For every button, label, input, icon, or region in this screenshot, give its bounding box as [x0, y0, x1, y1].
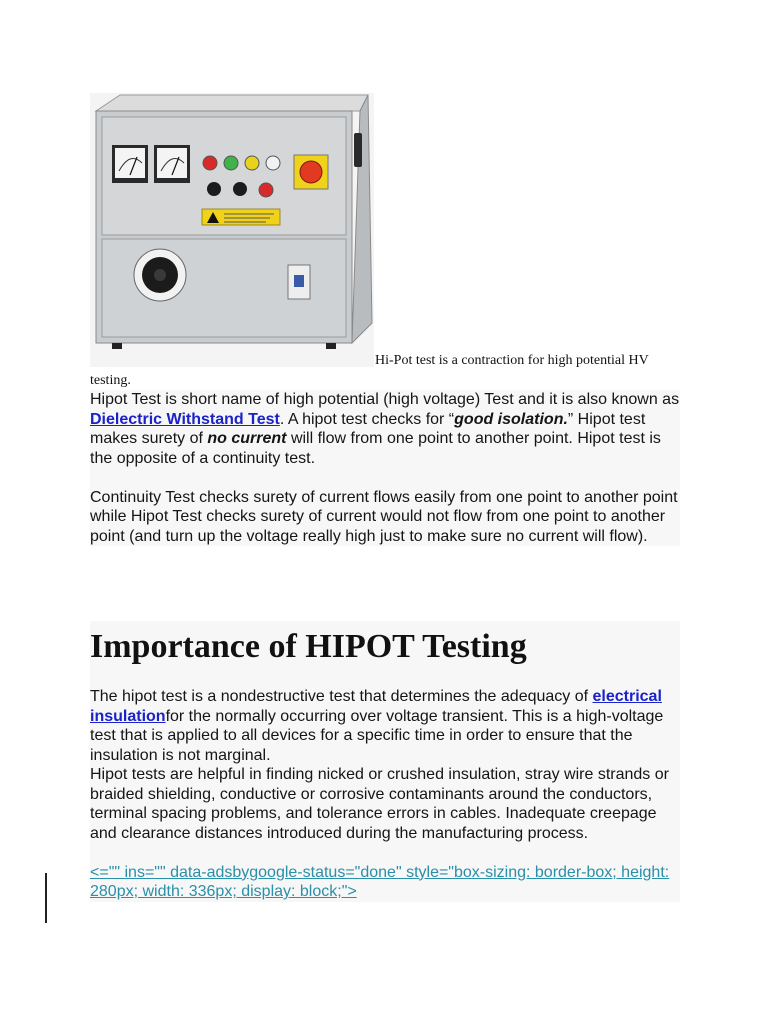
section-heading: Importance of HIPOT Testing [90, 628, 527, 665]
electrical-insulation-link[interactable]: electrical insulation [90, 688, 662, 725]
good-isolation-emphasis: good isolation. [454, 410, 568, 428]
text-cursor-bar [45, 873, 47, 923]
nondestructive-paragraph [90, 687, 680, 765]
image-caption-wrap: testing. [90, 373, 131, 388]
ad-code-prefix[interactable]: < [90, 863, 100, 881]
no-current-emphasis: no current [207, 430, 287, 447]
text-run: . A hipot test checks for “ [279, 410, 455, 428]
ad-code-line [90, 863, 680, 902]
hipot-tester-image [90, 93, 374, 367]
text-run: for the normally occurring over voltage transient. This is a high-voltage test that is applied to all devices for a specific time in order to ensure that the insulation is not marginal. [90, 707, 664, 764]
text-run: Hipot Test is short name of high potential (high voltage) Test and it is also known as [90, 391, 680, 408]
hipot-cabinet-illustration [90, 93, 374, 367]
paragraph-gap [90, 468, 680, 488]
text-run: The hipot test is a nondestructive test that determines the adequacy of [90, 688, 593, 705]
intro-section [90, 390, 680, 546]
intro-paragraph [90, 390, 680, 468]
paragraph-gap [90, 843, 680, 863]
continuity-paragraph: Continuity Test checks surety of current flows easily from one point to another point while Hipot Test checks surety of current would not flow from one point to another point (and turn up the voltage really high just to make sure no current will flow). [90, 488, 678, 545]
helpful-paragraph: Hipot tests are helpful in finding nicked or crushed insulation, stray wire strands or braided shielding, conductive or corrosive contaminants around the conductors, terminal spacing problems, and tolerance errors in cables. Inadequate creepage and clearance distances introduced during the manufacturing process. [90, 766, 669, 842]
image-caption: Hi-Pot test is a contraction for high potential HV [375, 353, 649, 368]
text-run: ” Hipot test makes surety of [90, 410, 646, 447]
dielectric-withstand-test-link[interactable]: Dielectric Withstand Test [90, 410, 280, 428]
text-run: will flow from one point to another point. Hipot test is the opposite of a continuity test. [90, 430, 661, 467]
ad-code-link[interactable]: ="" ins="" data-adsbygoogle-status="done" style="box-sizing: border-box; height: 280px; width: 336px; display: block;"> [90, 863, 670, 900]
importance-section [90, 621, 680, 902]
